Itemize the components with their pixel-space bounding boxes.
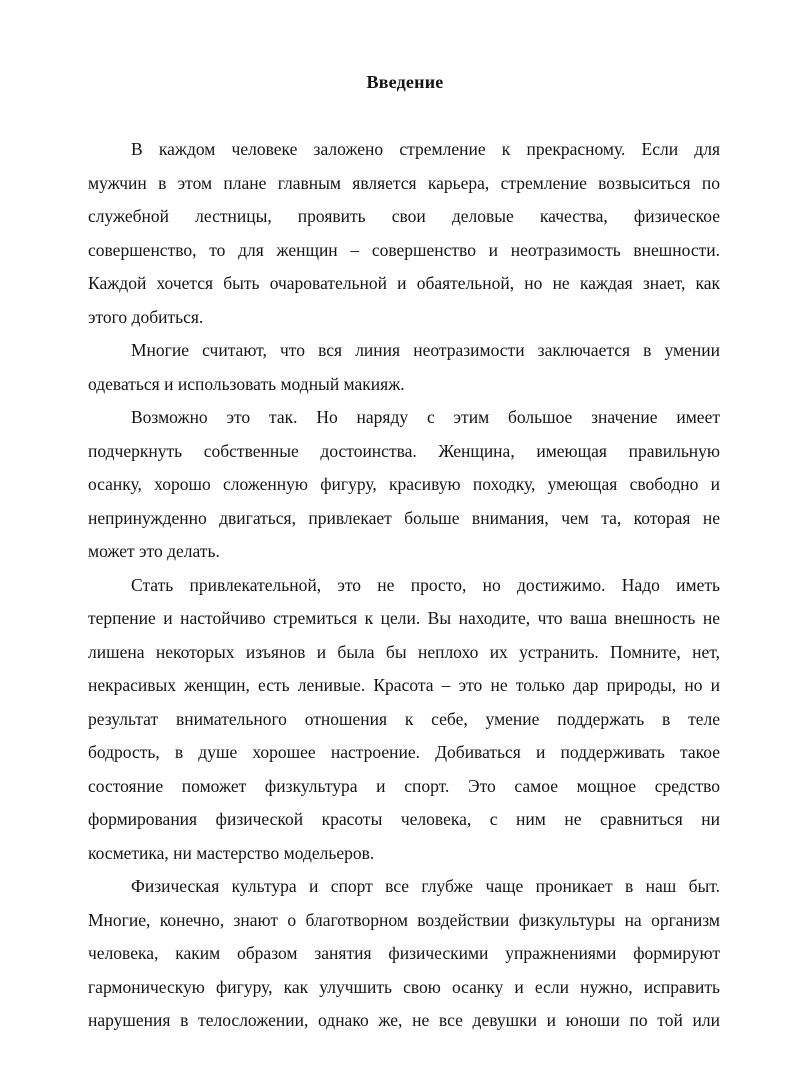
text-line: нарушения в телосложении, однако же, не все девушки и юноши по той или: [88, 1010, 720, 1030]
text-line: В каждом человеке заложено стремление к прекрасному. Если для: [131, 139, 720, 159]
text-line: одеваться и использовать модный макияж.: [88, 373, 405, 394]
text-line: этого добиться.: [88, 306, 204, 327]
text-line: терпение и настойчиво стремиться к цели. Вы находите, что ваша внешность не: [88, 608, 720, 628]
text-line: гармоническую фигуру, как улучшить свою осанку и если нужно, исправить: [88, 976, 720, 997]
text-line: Многие, конечно, знают о благотворном воздействии физкультуры на организм: [88, 909, 720, 930]
text-line: мужчин в этом плане главным является карьера, стремление возвыситься по: [88, 172, 720, 193]
text-line: косметика, ни мастерство модельеров.: [88, 842, 375, 863]
text-line: Физическая культура и спорт все глубже чаще проникает в наш быт.: [131, 876, 720, 896]
text-line: Каждой хочется быть очаровательной и обаятельной, но не каждая знает, как: [88, 273, 720, 293]
text-line: результат внимательного отношения к себе, умение поддержать в теле: [88, 708, 720, 729]
text-line: Возможно это так. Но наряду с этим большое значение имеет: [131, 407, 720, 427]
text-line: лишена некоторых изъянов и была бы неплохо их устранить. Помните, нет,: [88, 641, 720, 662]
text-line: может это делать.: [88, 541, 220, 561]
text-line: совершенство, то для женщин – совершенство и неотразимость внешности.: [88, 239, 720, 260]
text-line: состояние поможет физкультура и спорт. Это самое мощное средство: [88, 775, 720, 796]
page-title: Введение: [366, 72, 444, 92]
text-line: Стать привлекательной, это не просто, но достижимо. Надо иметь: [131, 574, 720, 595]
paragraph: [88, 870, 720, 1038]
text-line: формирования физической красоты человека, с ним не сравниться ни: [88, 809, 720, 829]
text-line: непринужденно двигаться, привлекает больше внимания, чем та, которая не: [88, 507, 720, 528]
text-line: некрасивых женщин, есть ленивые. Красота – это не только дар природы, но и: [88, 675, 720, 695]
paragraph: [88, 334, 720, 401]
paragraph: [88, 133, 720, 334]
text-line: человека, каким образом занятия физическими упражнениями формируют: [88, 943, 720, 963]
text-line: осанку, хорошо сложенную фигуру, красивую походку, умеющая свободно и: [88, 474, 720, 494]
text-line: подчеркнуть собственные достоинства. Женщина, имеющая правильную: [88, 440, 720, 461]
paragraph: [88, 401, 720, 569]
text-line: Многие считают, что вся линия неотразимости заключается в умении: [131, 340, 720, 360]
paragraph: [88, 569, 720, 871]
text-line: служебной лестницы, проявить свои деловые качества, физическое: [88, 206, 720, 226]
body-text: [88, 133, 720, 1038]
text-line: бодрость, в душе хорошее настроение. Добиваться и поддерживать такое: [88, 742, 720, 762]
